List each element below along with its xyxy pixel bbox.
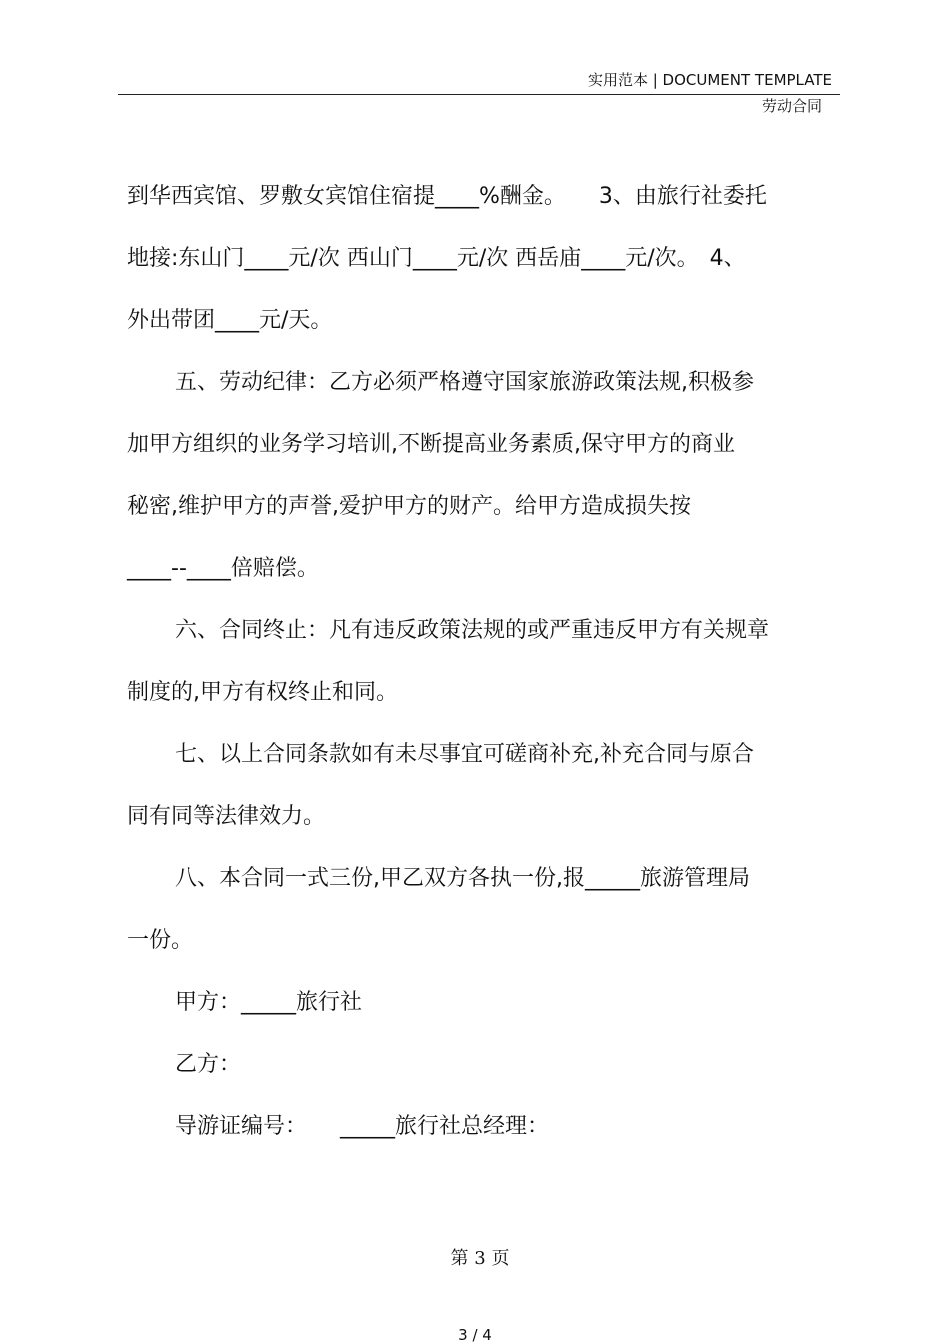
guide-license-number: 导游证编号： _____旅行社总经理： — [175, 1114, 550, 1139]
body-line: 地接:东山门____元/次 西山门____元/次 西岳庙____元/次。 4、 — [127, 246, 746, 271]
body-line: 加甲方组织的业务学习培训,不断提高业务素质,保守甲方的商业 — [127, 432, 735, 457]
body-line: 八、本合同一式三份,甲乙双方各执一份,报_____旅游管理局 — [175, 866, 750, 891]
body-line: 到华西宾馆、罗敷女宾馆住宿提____%酬金。 3、由旅行社委托 — [127, 184, 767, 209]
header-title: 实用范本 | DOCUMENT TEMPLATE — [587, 71, 832, 89]
body-line: 外出带团____元/天。 — [127, 308, 333, 333]
body-line: 同有同等法律效力。 — [127, 804, 326, 829]
signature-party-b: 乙方： — [175, 1052, 242, 1077]
page-number: 第 3 页 — [450, 1248, 510, 1269]
body-line: 五、劳动纪律：乙方必须严格遵守国家旅游政策法规,积极参 — [175, 370, 754, 395]
body-line: 一份。 — [127, 928, 194, 953]
body-line: ____--____倍赔偿。 — [127, 556, 319, 581]
header-subtitle: 劳动合同 — [761, 97, 822, 115]
signature-party-a: 甲方：_____旅行社 — [175, 990, 363, 1015]
body-line: 七、以上合同条款如有未尽事宜可磋商补充,补充合同与原合 — [175, 742, 754, 767]
document-body — [127, 166, 847, 1158]
page-count: 3 / 4 — [458, 1326, 492, 1344]
body-line: 六、合同终止：凡有违反政策法规的或严重违反甲方有关规章 — [175, 618, 770, 643]
body-line: 秘密,维护甲方的声誉,爱护甲方的财产。给甲方造成损失按 — [127, 494, 691, 519]
page-header — [118, 68, 840, 95]
body-line: 制度的,甲方有权终止和同。 — [127, 680, 398, 705]
